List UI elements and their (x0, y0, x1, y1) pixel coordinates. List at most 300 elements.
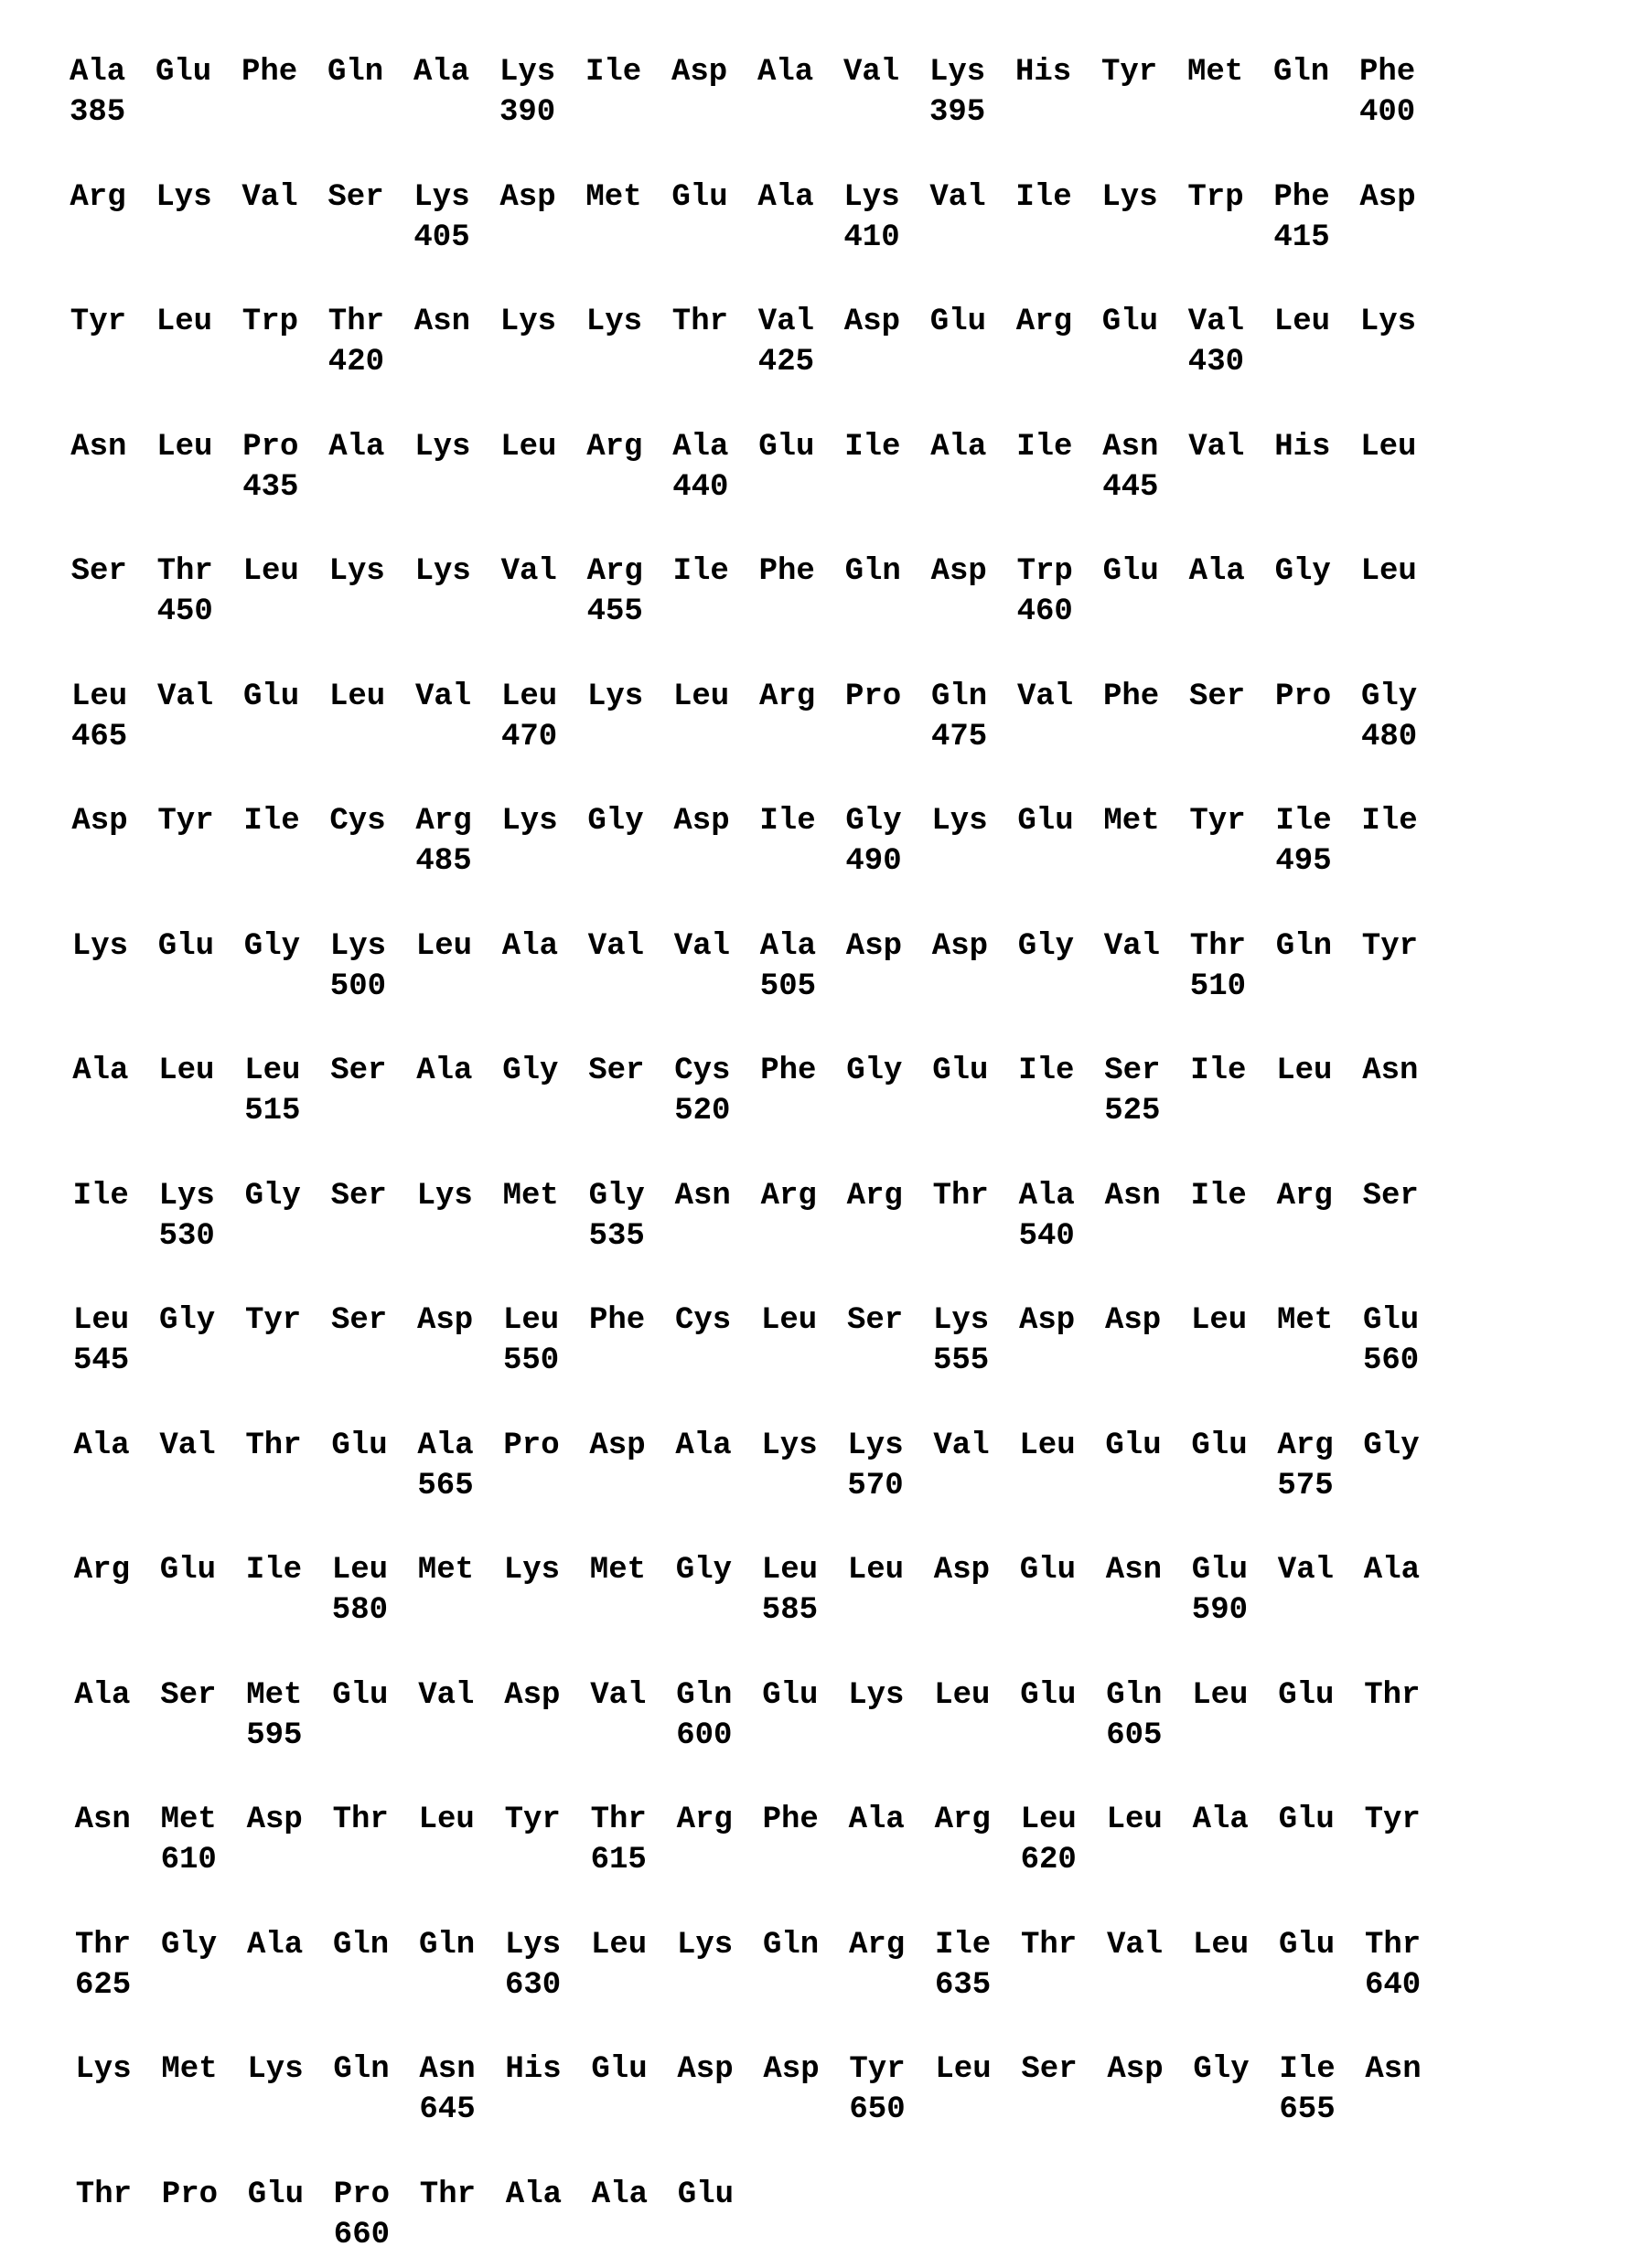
residue: Ile (243, 806, 299, 837)
residue-position-number: 655 (1279, 2094, 1335, 2125)
residue: Lys (501, 806, 557, 837)
residue: Thr (672, 306, 728, 337)
residue: Leu (243, 556, 299, 587)
residue: Lys (413, 182, 469, 213)
residue: Val (1104, 931, 1160, 962)
residue-position-number: 530 (159, 1221, 215, 1252)
residue: Glu (1192, 1555, 1248, 1586)
residue: Glu (156, 57, 211, 88)
residue: Ala (1193, 1804, 1249, 1835)
residue: Thr (420, 2179, 476, 2210)
residue-position-number: 555 (933, 1345, 989, 1376)
residue-position-number: 640 (1365, 1970, 1421, 2001)
residue: Met (585, 182, 641, 213)
residue: Val (1107, 1930, 1163, 1961)
residue: Glu (1279, 1804, 1335, 1835)
residue: Leu (1276, 1055, 1332, 1086)
residue: Ser (331, 1305, 387, 1336)
residue: Ala (849, 1804, 905, 1835)
residue: Lys (415, 556, 471, 587)
residue-position-number: 605 (1106, 1720, 1162, 1751)
residue: Gly (1275, 556, 1331, 587)
residue-position-number: 600 (676, 1720, 732, 1751)
residue: Thr (75, 1930, 131, 1961)
residue: Glu (248, 2179, 304, 2210)
residue-position-number: 540 (1019, 1221, 1075, 1252)
residue-position-number: 545 (73, 1345, 129, 1376)
residue: Glu (1191, 1430, 1247, 1461)
residue: Ser (331, 1181, 387, 1212)
residue: Leu (501, 681, 557, 712)
residue: Gln (419, 1930, 475, 1961)
residue: Ala (502, 931, 558, 962)
residue: Leu (503, 1305, 559, 1336)
residue: Pro (242, 432, 298, 463)
residue: Val (1017, 681, 1073, 712)
residue: Gly (1363, 1430, 1419, 1461)
residue: Lys (330, 931, 386, 962)
residue: Ala (506, 2179, 562, 2210)
residue: Gly (502, 1055, 558, 1086)
residue: Glu (930, 306, 986, 337)
residue: Ile (1015, 182, 1071, 213)
residue: Tyr (157, 806, 213, 837)
residue: Val (1188, 306, 1244, 337)
residue: Gln (333, 1930, 389, 1961)
residue: Glu (1278, 1680, 1334, 1711)
residue: Arg (1016, 306, 1072, 337)
residue: Asp (844, 306, 900, 337)
residue: Ala (930, 432, 986, 463)
residue: Gln (931, 681, 987, 712)
residue-position-number: 485 (415, 846, 471, 877)
residue: Leu (1192, 1680, 1248, 1711)
residue-position-number: 510 (1190, 971, 1246, 1002)
residue-position-number: 425 (758, 347, 814, 378)
residue: Ala (416, 1055, 472, 1086)
residue: Trp (1017, 556, 1073, 587)
residue: Ala (417, 1430, 473, 1461)
residue: Val (1188, 432, 1244, 463)
residue: Trp (242, 306, 298, 337)
residue: Val (929, 182, 985, 213)
residue: Thr (76, 2179, 132, 2210)
residue: Ile (759, 806, 815, 837)
residue: Asp (1107, 2054, 1163, 2085)
residue-position-number: 460 (1017, 596, 1073, 627)
residue: Ser (588, 1055, 644, 1086)
residue: Ala (74, 1680, 130, 1711)
residue: Gly (587, 806, 643, 837)
residue: Met (246, 1680, 302, 1711)
residue-position-number: 610 (161, 1845, 217, 1876)
residue: Met (418, 1555, 474, 1586)
residue: Pro (503, 1430, 559, 1461)
residue: Lys (504, 1555, 560, 1586)
residue: Thr (1365, 1930, 1421, 1961)
residue: Met (1187, 57, 1243, 88)
residue: Leu (71, 681, 127, 712)
residue: Ser (327, 182, 383, 213)
residue-position-number: 590 (1192, 1595, 1248, 1626)
residue: Arg (74, 1555, 130, 1586)
residue: Trp (1187, 182, 1243, 213)
residue: Thr (1364, 1680, 1420, 1711)
residue: Gly (845, 806, 901, 837)
residue: Val (418, 1680, 474, 1711)
residue: Tyr (1365, 1804, 1421, 1835)
residue: Phe (589, 1305, 645, 1336)
residue: Gly (1018, 931, 1074, 962)
residue: Glu (591, 2054, 647, 2085)
residue: Lys (75, 2054, 131, 2085)
residue-position-number: 465 (71, 722, 127, 753)
residue: Lys (1360, 306, 1416, 337)
residue: Glu (158, 931, 214, 962)
residue: Lys (159, 1181, 215, 1212)
residue-position-number: 550 (503, 1345, 559, 1376)
residue: Ala (70, 57, 125, 88)
residue: Glu (932, 1055, 988, 1086)
residue-position-number: 470 (501, 722, 557, 753)
residue: Ser (1021, 2054, 1077, 2085)
residue: Asp (499, 182, 555, 213)
residue: Cys (329, 806, 385, 837)
residue: Leu (761, 1305, 817, 1336)
residue: Gln (333, 2054, 389, 2085)
residue: Glu (1102, 306, 1158, 337)
residue: Lys (156, 182, 211, 213)
residue: Leu (1274, 306, 1330, 337)
residue: His (1015, 57, 1071, 88)
residue: Asp (932, 931, 988, 962)
residue: Val (159, 1430, 215, 1461)
residue: Lys (848, 1680, 904, 1711)
residue: Thr (1190, 931, 1246, 962)
residue: Lys (586, 306, 642, 337)
residue: Ser (330, 1055, 386, 1086)
residue: Asp (931, 556, 987, 587)
residue: Glu (671, 182, 727, 213)
residue: Cys (675, 1305, 731, 1336)
residue: Tyr (1362, 931, 1418, 962)
residue: Leu (419, 1804, 475, 1835)
residue: Asn (75, 1804, 131, 1835)
residue: Lys (587, 681, 643, 712)
residue: Gln (327, 57, 383, 88)
residue: Lys (72, 931, 128, 962)
residue: Leu (158, 1055, 214, 1086)
residue: Gly (676, 1555, 732, 1586)
residue: Glu (1103, 556, 1159, 587)
residue: Phe (1273, 182, 1329, 213)
residue: Asn (1105, 1181, 1161, 1212)
residue: Lys (1101, 182, 1157, 213)
residue: Asp (504, 1680, 560, 1711)
residue-position-number: 580 (332, 1595, 388, 1626)
residue-position-number: 500 (330, 971, 386, 1002)
residue: Val (157, 681, 213, 712)
residue: Ile (1361, 806, 1417, 837)
residue-position-number: 410 (843, 222, 899, 253)
residue-position-number: 625 (75, 1970, 131, 2001)
residue: Gln (845, 556, 901, 587)
residue: Glu (243, 681, 299, 712)
residue: Thr (333, 1804, 389, 1835)
residue: Asn (414, 306, 470, 337)
residue-position-number: 560 (1363, 1345, 1419, 1376)
residue-position-number: 585 (762, 1595, 818, 1626)
residue: Gln (676, 1680, 732, 1711)
residue: Lys (931, 806, 987, 837)
residue: Arg (415, 806, 471, 837)
residue: Glu (1279, 1930, 1335, 1961)
residue: Ala (1019, 1181, 1075, 1212)
residue-position-number: 660 (334, 2220, 390, 2251)
residue: Ala (672, 432, 728, 463)
residue-position-number: 455 (587, 596, 643, 627)
residue: Lys (414, 432, 470, 463)
residue-position-number: 415 (1273, 222, 1329, 253)
residue: Ile (1016, 432, 1072, 463)
residue: Leu (673, 681, 729, 712)
residue-position-number: 385 (70, 97, 125, 128)
residue: Glu (1105, 1430, 1161, 1461)
residue-position-number: 650 (849, 2094, 905, 2125)
residue: Asn (1106, 1555, 1162, 1586)
residue: Ile (1279, 2054, 1335, 2085)
residue: Leu (332, 1555, 388, 1586)
residue: Leu (329, 681, 385, 712)
residue: Leu (156, 306, 212, 337)
residue: Thr (1021, 1930, 1077, 1961)
residue: Pro (334, 2179, 390, 2210)
residue: Val (501, 556, 557, 587)
residue: Ala (328, 432, 384, 463)
residue: Lys (843, 182, 899, 213)
residue: Leu (416, 931, 472, 962)
residue: Cys (674, 1055, 730, 1086)
residue-position-number: 445 (1102, 472, 1158, 503)
residue: Ala (1364, 1555, 1420, 1586)
residue-position-number: 495 (1275, 846, 1331, 877)
residue: Glu (1017, 806, 1073, 837)
residue: Thr (591, 1804, 647, 1835)
residue-position-number: 535 (589, 1221, 645, 1252)
residue: Ala (1189, 556, 1245, 587)
residue: Leu (1193, 1930, 1249, 1961)
residue-position-number: 475 (931, 722, 987, 753)
residue: Thr (157, 556, 213, 587)
residue: Asp (934, 1555, 990, 1586)
residue-position-number: 490 (845, 846, 901, 877)
residue: Tyr (849, 2054, 905, 2085)
residue-position-number: 565 (417, 1471, 473, 1502)
residue: Arg (1277, 1181, 1333, 1212)
residue: Val (843, 57, 899, 88)
residue: Glu (758, 432, 814, 463)
residue: Gly (1193, 2054, 1249, 2085)
residue: Asp (677, 2054, 733, 2085)
residue: Glu (160, 1555, 216, 1586)
residue: Val (1278, 1555, 1334, 1586)
residue-position-number: 645 (419, 2094, 475, 2125)
residue: Gly (846, 1055, 902, 1086)
residue: Met (161, 1804, 217, 1835)
residue-position-number: 595 (246, 1720, 302, 1751)
residue: Gly (161, 1930, 217, 1961)
residue: Asn (1102, 432, 1158, 463)
residue-position-number: 575 (1277, 1471, 1333, 1502)
residue: Leu (1107, 1804, 1163, 1835)
residue-position-number: 390 (499, 97, 555, 128)
residue: Lys (417, 1181, 473, 1212)
residue: Ile (1191, 1181, 1247, 1212)
residue: Ile (844, 432, 900, 463)
residue: Glu (1020, 1555, 1076, 1586)
residue: Ser (1363, 1181, 1419, 1212)
residue: Arg (849, 1930, 905, 1961)
residue: Phe (763, 1804, 819, 1835)
residue: Gln (1273, 57, 1329, 88)
residue: Ile (1190, 1055, 1246, 1086)
residue: Val (674, 931, 730, 962)
residue: Ala (72, 1055, 128, 1086)
residue: Gly (244, 931, 300, 962)
residue: Tyr (1101, 57, 1157, 88)
residue: Tyr (505, 1804, 561, 1835)
residue: Met (1103, 806, 1159, 837)
residue: Val (758, 306, 814, 337)
residue: Tyr (1189, 806, 1245, 837)
residue: Ala (413, 57, 469, 88)
residue: Arg (70, 182, 125, 213)
residue: Asp (673, 806, 729, 837)
residue: Asn (1365, 2054, 1421, 2085)
residue: Val (933, 1430, 989, 1461)
residue: Ser (847, 1305, 903, 1336)
residue-position-number: 400 (1359, 97, 1415, 128)
residue: Asn (419, 2054, 475, 2085)
residue: Lys (505, 1930, 561, 1961)
residue-position-number: 515 (244, 1096, 300, 1127)
residue: Ala (760, 931, 816, 962)
residue: Leu (1191, 1305, 1247, 1336)
residue: Gly (245, 1181, 301, 1212)
residue: Glu (332, 1680, 388, 1711)
residue: Leu (934, 1680, 990, 1711)
residue: Leu (500, 432, 556, 463)
residue: Tyr (245, 1305, 301, 1336)
residue: Val (241, 182, 297, 213)
residue: Val (590, 1680, 646, 1711)
residue: Lys (500, 306, 556, 337)
residue: Asp (671, 57, 727, 88)
residue-position-number: 525 (1104, 1096, 1160, 1127)
residue: Glu (1363, 1305, 1419, 1336)
residue: Leu (591, 1930, 647, 1961)
residue-position-number: 405 (413, 222, 469, 253)
residue-position-number: 420 (328, 347, 384, 378)
residue: Arg (759, 681, 815, 712)
residue: Asp (763, 2054, 819, 2085)
residue: Arg (935, 1804, 991, 1835)
residue: His (505, 2054, 561, 2085)
residue: His (1274, 432, 1330, 463)
residue: Glu (678, 2179, 734, 2210)
residue: Ser (160, 1680, 216, 1711)
residue: Ser (1104, 1055, 1160, 1086)
residue: Phe (1359, 57, 1415, 88)
residue: Ser (1189, 681, 1245, 712)
residue: Met (1277, 1305, 1333, 1336)
residue: Gly (159, 1305, 215, 1336)
residue-position-number: 450 (157, 596, 213, 627)
residue-position-number: 630 (505, 1970, 561, 2001)
residue: Thr (245, 1430, 301, 1461)
residue: Arg (677, 1804, 733, 1835)
residue: Leu (1019, 1430, 1075, 1461)
residue: Arg (586, 432, 642, 463)
residue: Ala (73, 1430, 129, 1461)
residue: Asp (1019, 1305, 1075, 1336)
residue: Asn (70, 432, 126, 463)
residue: Ile (935, 1930, 991, 1961)
residue: Asp (1105, 1305, 1161, 1336)
residue: Leu (1021, 1804, 1077, 1835)
residue: Asn (1362, 1055, 1418, 1086)
residue: Ile (1018, 1055, 1074, 1086)
residue-position-number: 435 (242, 472, 298, 503)
residue: Val (415, 681, 471, 712)
residue: Phe (241, 57, 297, 88)
residue: Lys (929, 57, 985, 88)
residue-position-number: 635 (935, 1970, 991, 2001)
residue-position-number: 480 (1361, 722, 1417, 753)
residue-position-number: 505 (760, 971, 816, 1002)
residue: Ala (757, 182, 813, 213)
residue: Met (590, 1555, 646, 1586)
residue: Gln (1106, 1680, 1162, 1711)
residue-position-number: 570 (847, 1471, 903, 1502)
residue: Gly (589, 1181, 645, 1212)
residue: Glu (762, 1680, 818, 1711)
residue: Lys (761, 1430, 817, 1461)
residue: Asp (589, 1430, 645, 1461)
residue: Pro (845, 681, 901, 712)
residue: Ala (247, 1930, 303, 1961)
residue: Asp (71, 806, 127, 837)
residue: Lys (499, 57, 555, 88)
residue: Leu (73, 1305, 129, 1336)
residue: Ile (73, 1181, 129, 1212)
residue: Leu (156, 432, 212, 463)
residue: Ala (675, 1430, 731, 1461)
residue: Lys (329, 556, 385, 587)
residue-position-number: 395 (929, 97, 985, 128)
residue: Lys (247, 2054, 303, 2085)
residue: Ala (592, 2179, 648, 2210)
residue: Asn (675, 1181, 731, 1212)
residue: Asp (1359, 182, 1415, 213)
residue: Arg (847, 1181, 903, 1212)
residue-position-number: 615 (591, 1845, 647, 1876)
residue: Leu (935, 2054, 991, 2085)
residue: Leu (762, 1555, 818, 1586)
residue: Ser (71, 556, 127, 587)
residue: Val (588, 931, 644, 962)
residue: Arg (587, 556, 643, 587)
